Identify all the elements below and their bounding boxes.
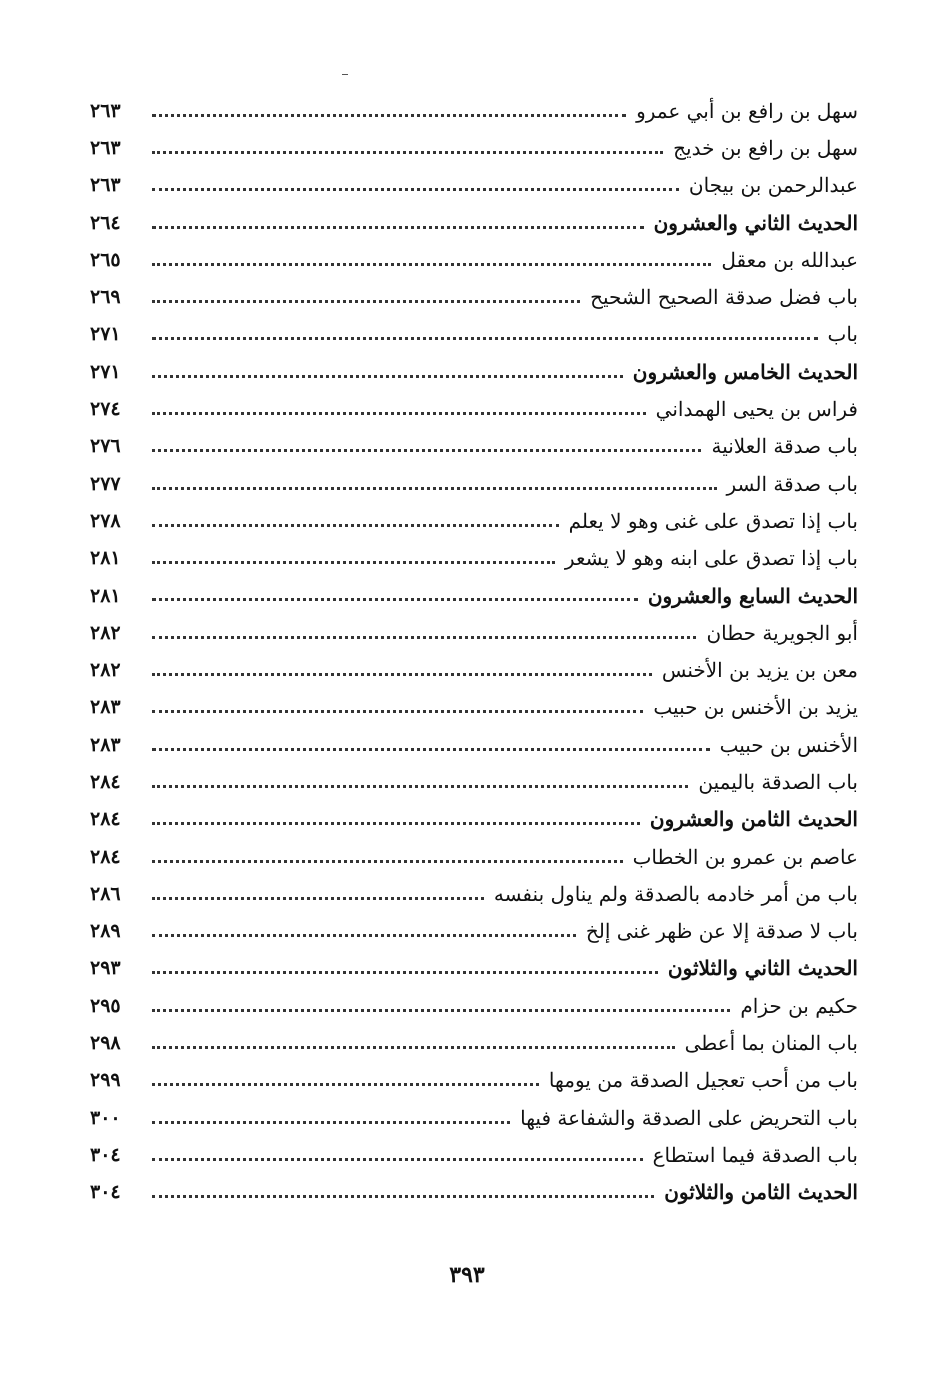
toc-page-number: ٢٨٢: [90, 621, 121, 644]
toc-entry-title: الأخنس بن حبيب: [719, 732, 858, 757]
dot-leader: [152, 689, 643, 726]
dot-leader: [152, 241, 711, 278]
toc-section-heading: الحديث الثاني والعشرون: [653, 210, 858, 235]
dot-leader: [152, 1099, 510, 1136]
toc-entry: [90, 913, 858, 950]
dot-leader: [152, 167, 679, 204]
toc-entry-title: فراس بن يحيى الهمداني: [655, 397, 858, 422]
toc-section-heading: الحديث الثامن والثلاثون: [664, 1180, 858, 1205]
toc-page-number: ٢٦٣: [90, 99, 121, 122]
toc-entry-title: باب صدقة العلانية: [711, 434, 858, 459]
toc-entry: [90, 838, 858, 875]
toc-entry: [90, 1099, 858, 1136]
toc-entry-title: باب: [827, 322, 858, 347]
dot-leader: [152, 577, 638, 614]
toc-entry: [90, 465, 858, 502]
toc-entry-title: أبو الجويرية حطان: [706, 620, 858, 645]
toc-entry: [90, 763, 858, 800]
dot-leader: [152, 1062, 539, 1099]
toc-page-number: ٢٨٢: [90, 659, 121, 682]
toc-entry: [90, 1062, 858, 1099]
toc-entry-title: باب صدقة السر: [726, 471, 858, 496]
toc-section-heading: الحديث الثامن والعشرون: [649, 807, 858, 832]
dot-leader: [152, 651, 652, 688]
toc-entry: [90, 1174, 858, 1211]
toc-page-number: ٢٧٦: [90, 435, 121, 458]
toc-section-heading: الحديث الخامس والعشرون: [632, 359, 858, 384]
toc-page-number: ٢٩٥: [90, 994, 121, 1017]
toc-entry: [90, 390, 858, 427]
toc-entry-title: عبدالله بن معقل: [721, 247, 858, 272]
toc-entry: [90, 651, 858, 688]
toc-entry: [90, 577, 858, 614]
toc-entry-title: سهل بن رافع بن أبي عمرو: [636, 98, 858, 123]
dot-leader: [152, 763, 688, 800]
toc-entry-title: معن بن يزيد بن الأخنس: [661, 658, 858, 683]
toc-entry: [90, 316, 858, 353]
toc-entry: [90, 502, 858, 539]
toc-page-number: ٢٨٣: [90, 733, 121, 756]
page-number: ٣٩٣: [449, 1262, 485, 1288]
toc-entry: [90, 689, 858, 726]
toc-entry-title: باب لا صدقة إلا عن ظهر غنى إلخ: [585, 919, 858, 944]
dot-leader: [152, 950, 658, 987]
toc-entry: [90, 129, 858, 166]
toc-page-number: ٢٦٣: [90, 136, 121, 159]
dot-leader: [152, 726, 710, 763]
toc-page-number: ٢٨٤: [90, 770, 121, 793]
toc-page-number: ٢٧١: [90, 323, 121, 346]
toc-entry-title: باب المنان بما أعطى: [684, 1031, 858, 1056]
toc-entry: [90, 801, 858, 838]
toc-page-number: ٢٧٨: [90, 509, 121, 532]
toc-entry: [90, 167, 858, 204]
toc-entry: [90, 726, 858, 763]
dot-leader: [152, 875, 484, 912]
toc-entry-title: باب الصدقة فيما استطاع: [652, 1142, 858, 1167]
toc-entry: [90, 875, 858, 912]
toc-page-number: ٢٧٤: [90, 398, 121, 421]
toc-entry-title: عاصم بن عمرو بن الخطاب: [632, 844, 858, 869]
toc-entry: [90, 987, 858, 1024]
dot-leader: [152, 987, 730, 1024]
toc-page-number: ٢٩٨: [90, 1032, 121, 1055]
toc-page-number: ٢٦٤: [90, 211, 121, 234]
toc-page-number: ٢٨٣: [90, 696, 121, 719]
toc-page-number: ٢٦٣: [90, 174, 121, 197]
dot-leader: [152, 278, 580, 315]
dot-leader: [152, 92, 626, 129]
dot-leader: [152, 1174, 654, 1211]
toc-section-heading: الحديث السابع والعشرون: [647, 583, 858, 608]
toc-entry: [90, 278, 858, 315]
toc-entry: [90, 614, 858, 651]
dot-leader: [152, 465, 717, 502]
toc-page-number: ٢٨١: [90, 584, 121, 607]
toc-page-number: ٢٦٥: [90, 248, 121, 271]
toc-page-number: ٢٦٩: [90, 286, 121, 309]
dot-leader: [152, 390, 646, 427]
toc-entry-title: باب التحريض على الصدقة والشفاعة فيها: [520, 1105, 858, 1130]
toc-page-number: ٢٧٧: [90, 472, 121, 495]
page-mark: [342, 74, 348, 75]
dot-leader: [152, 913, 576, 950]
toc-entry-title: باب من أحب تعجيل الصدقة من يومها: [548, 1068, 858, 1093]
toc-entry: [90, 353, 858, 390]
toc-entry-title: باب إذا تصدق على غنى وهو لا يعلم: [568, 508, 858, 533]
toc-entry: [90, 1136, 858, 1173]
toc-entry-title: سهل بن رافع بن خديج: [673, 135, 858, 160]
dot-leader: [152, 316, 818, 353]
dot-leader: [152, 353, 623, 390]
toc-page-number: ٢٨٩: [90, 920, 121, 943]
toc-entry-title: عبدالرحمن بن بيجان: [688, 173, 858, 198]
toc-page-number: ٣٠٤: [90, 1143, 121, 1166]
dot-leader: [152, 801, 640, 838]
toc-entry-title: باب إذا تصدق على ابنه وهو لا يشعر: [564, 546, 858, 571]
toc-entry: [90, 428, 858, 465]
toc-entry: [90, 540, 858, 577]
toc-entry-title: حكيم بن حزام: [740, 993, 858, 1018]
toc-page-number: ٢٩٩: [90, 1069, 121, 1092]
table-of-contents: [90, 92, 858, 1211]
toc-entry-title: باب فضل صدقة الصحيح الشحيح: [590, 285, 858, 310]
toc-page-number: ٢٨٦: [90, 882, 121, 905]
toc-page-number: ٢٨٤: [90, 845, 121, 868]
toc-entry: [90, 92, 858, 129]
toc-section-heading: الحديث الثاني والثلاثون: [667, 956, 858, 981]
dot-leader: [152, 1136, 643, 1173]
toc-page-number: ٢٨١: [90, 547, 121, 570]
toc-page-number: ٢٩٣: [90, 957, 121, 980]
toc-entry: [90, 204, 858, 241]
toc-entry: [90, 1024, 858, 1061]
toc-entry-title: باب من أمر خادمه بالصدقة ولم يناول بنفسه: [493, 881, 858, 906]
toc-entry-title: يزيد بن الأخنس بن حبيب: [653, 695, 858, 720]
toc-entry: [90, 950, 858, 987]
toc-page-number: ٢٧١: [90, 360, 121, 383]
toc-page-number: ٣٠٤: [90, 1181, 121, 1204]
toc-page-number: ٢٨٤: [90, 808, 121, 831]
dot-leader: [152, 1024, 675, 1061]
dot-leader: [152, 540, 555, 577]
dot-leader: [152, 502, 559, 539]
dot-leader: [152, 614, 696, 651]
toc-entry-title: باب الصدقة باليمين: [698, 769, 858, 794]
toc-page-number: ٣٠٠: [90, 1106, 121, 1129]
toc-entry: [90, 241, 858, 278]
dot-leader: [152, 428, 701, 465]
dot-leader: [152, 838, 623, 875]
dot-leader: [152, 204, 644, 241]
dot-leader: [152, 129, 663, 166]
